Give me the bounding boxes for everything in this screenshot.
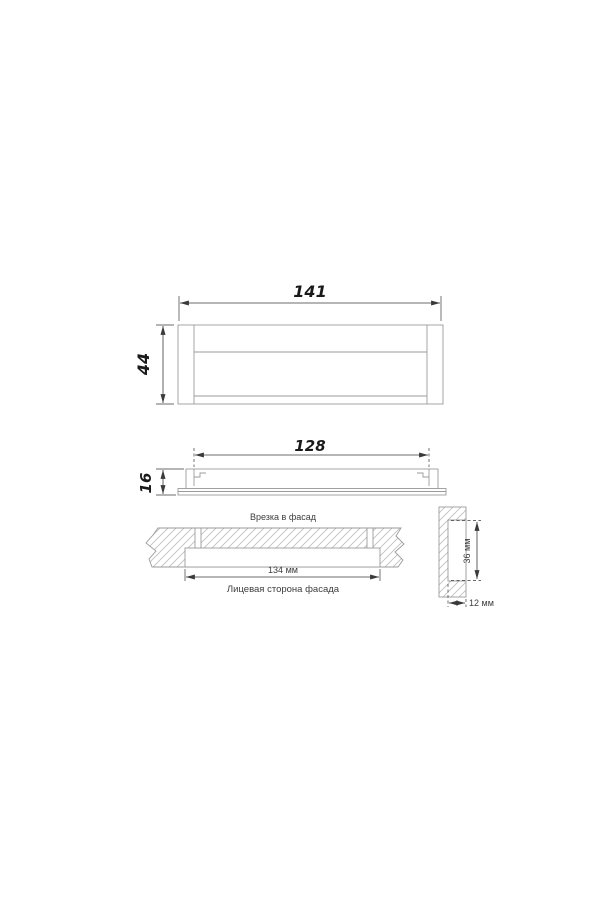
- dim-134-label: 134 мм: [268, 565, 298, 575]
- facade-clip-slot-left: [195, 528, 201, 548]
- dimension-141: [179, 282, 441, 321]
- profile-view: [137, 437, 446, 495]
- front-view: [134, 282, 443, 404]
- dimension-44: [134, 325, 174, 404]
- installation-caption-top: Врезка в фасад: [249, 512, 317, 522]
- installation-caption-bottom: Лицевая сторона фасада: [226, 584, 340, 595]
- dim-36-label: 36 мм: [462, 538, 472, 564]
- profile-body: [186, 469, 438, 489]
- dim-44-label: 44: [134, 352, 153, 376]
- dim-16-label: 16: [137, 472, 155, 494]
- dimension-16: [137, 469, 184, 495]
- side-section-view: [439, 507, 494, 608]
- dimension-128: [194, 437, 429, 467]
- dim-128-label: 128: [294, 437, 326, 455]
- dim-12-label: 12 мм: [469, 598, 494, 608]
- installation-view: [146, 512, 404, 595]
- front-view-outline: [178, 325, 443, 404]
- dim-141-label: 141: [293, 282, 327, 301]
- facade-clip-slot-right: [367, 528, 373, 548]
